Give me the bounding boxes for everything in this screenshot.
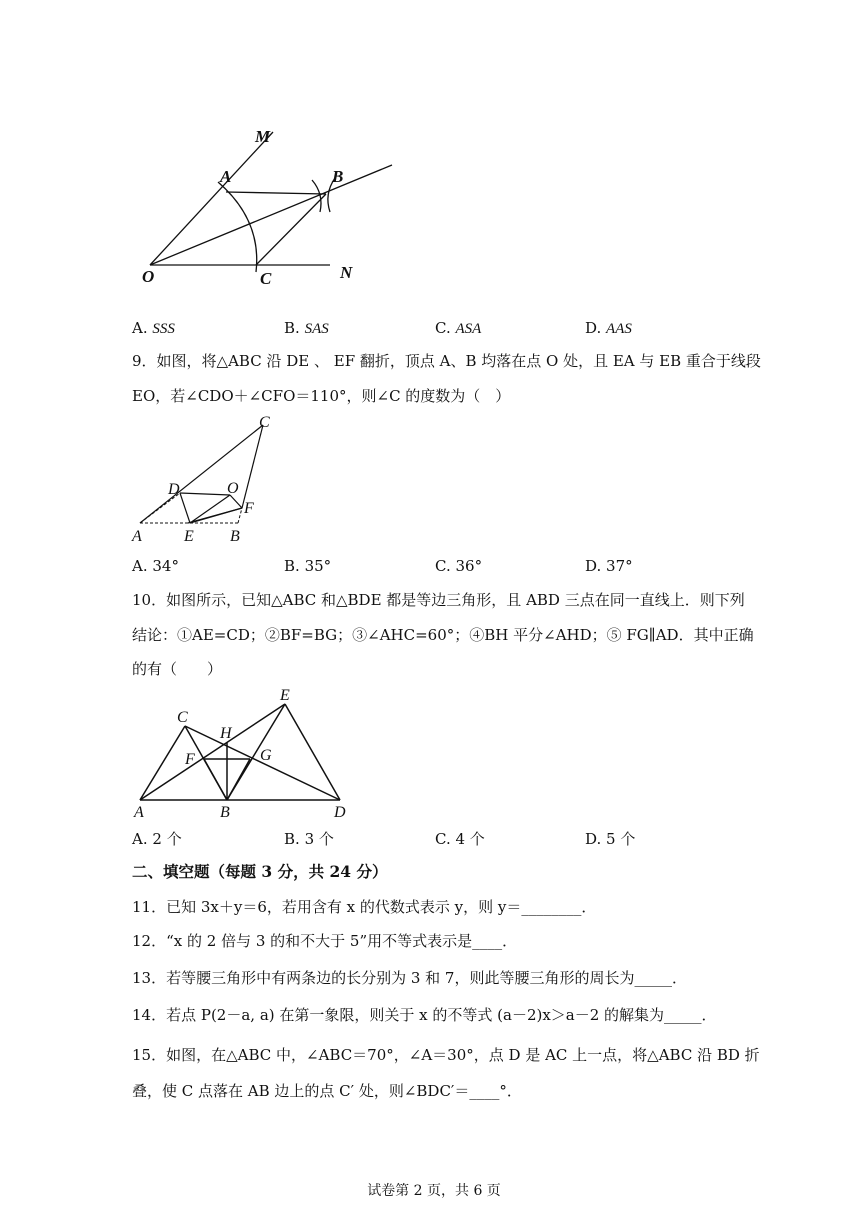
figure-folded-triangle <box>130 413 290 548</box>
q15-line-2: 叠，使 C 点落在 AB 边上的点 C′ 处，则∠BDC′＝____°． <box>132 1082 522 1100</box>
q10-option-d: D. 5 个 <box>585 830 636 848</box>
fig10-label-C: C <box>177 709 188 726</box>
fig9-label-A: A <box>132 528 142 545</box>
q8-option-a: A. SSS <box>132 319 175 337</box>
q13-text: 13．若等腰三角形中有两条边的长分别为 3 和 7，则此等腰三角形的周长为_____． <box>132 969 687 987</box>
q14-text: 14．若点 P(2－a, a) 在第一象限，则关于 x 的不等式 (a－2)x＞a－2 的解集为_____． <box>132 1006 717 1024</box>
fig9-label-E: E <box>184 528 194 545</box>
q15-line-1: 15．如图，在△ABC 中，∠ABC＝70°，∠A＝30°，点 D 是 AC 上一点，将△ABC 沿 BD 折 <box>132 1046 760 1064</box>
fig8-label-B: B <box>332 167 344 186</box>
q8-option-d: D. AAS <box>585 319 632 337</box>
fig8-label-A: A <box>220 167 232 186</box>
fig10-label-D: D <box>334 804 346 821</box>
q10-line-3: 的有（ ） <box>132 660 223 678</box>
q9-option-c: C. 36° <box>435 557 483 575</box>
page-footer: 试卷第 2 页，共 6 页 <box>367 1183 501 1199</box>
q8-option-c: C. ASA <box>435 319 482 337</box>
figure-angle-bisector <box>130 120 410 295</box>
fig8-label-C: C <box>260 269 272 288</box>
fig8-label-N: N <box>340 263 353 282</box>
fig8-label-O: O <box>142 267 155 286</box>
q11-text: 11．已知 3x＋y＝6，若用含有 x 的代数式表示 y，则 y＝________． <box>132 898 597 916</box>
fig9-label-B: B <box>230 528 240 545</box>
fig9-label-D: D <box>168 481 180 498</box>
figure-equilateral-triangles <box>130 684 360 824</box>
fig10-label-G: G <box>260 747 272 764</box>
q10-option-c: C. 4 个 <box>435 830 485 848</box>
fig8-label-M: M <box>255 127 271 146</box>
q9-option-a: A. 34° <box>132 557 179 575</box>
q10-line-2: 结论：①AE=CD；②BF=BG；③∠AHC=60°；④BH 平分∠AHD；⑤ FG∥AD．其中正确 <box>132 626 754 644</box>
q8-option-b: B. SAS <box>284 319 329 337</box>
q9-option-b: B. 35° <box>284 557 332 575</box>
section-heading-fill-in: 二、填空题（每题 3 分，共 24 分） <box>132 862 388 881</box>
fig10-label-E: E <box>280 687 290 704</box>
q9-option-d: D. 37° <box>585 557 633 575</box>
fig9-label-C: C <box>259 414 270 431</box>
fig9-label-O: O <box>227 480 239 497</box>
q10-option-a: A. 2 个 <box>132 830 182 848</box>
fig10-label-H: H <box>220 725 232 742</box>
q10-option-b: B. 3 个 <box>284 830 334 848</box>
fig10-label-A: A <box>134 804 144 821</box>
fig10-label-B: B <box>220 804 230 821</box>
fig10-label-F: F <box>185 751 195 768</box>
q9-line-1: 9．如图，将△ABC 沿 DE 、 EF 翻折，顶点 A、B 均落在点 O 处，且 EA 与 EB 重合于线段 <box>132 352 761 370</box>
fig9-label-F: F <box>244 500 254 517</box>
q10-line-1: 10．如图所示，已知△ABC 和△BDE 都是等边三角形，且 ABD 三点在同一直线上．则下列 <box>132 591 745 609</box>
q12-text: 12．“x 的 2 倍与 3 的和不大于 5”用不等式表示是____． <box>132 932 518 950</box>
q9-line-2: EO，若∠CDO＋∠CFO＝110°，则∠C 的度数为（ ） <box>132 387 511 405</box>
